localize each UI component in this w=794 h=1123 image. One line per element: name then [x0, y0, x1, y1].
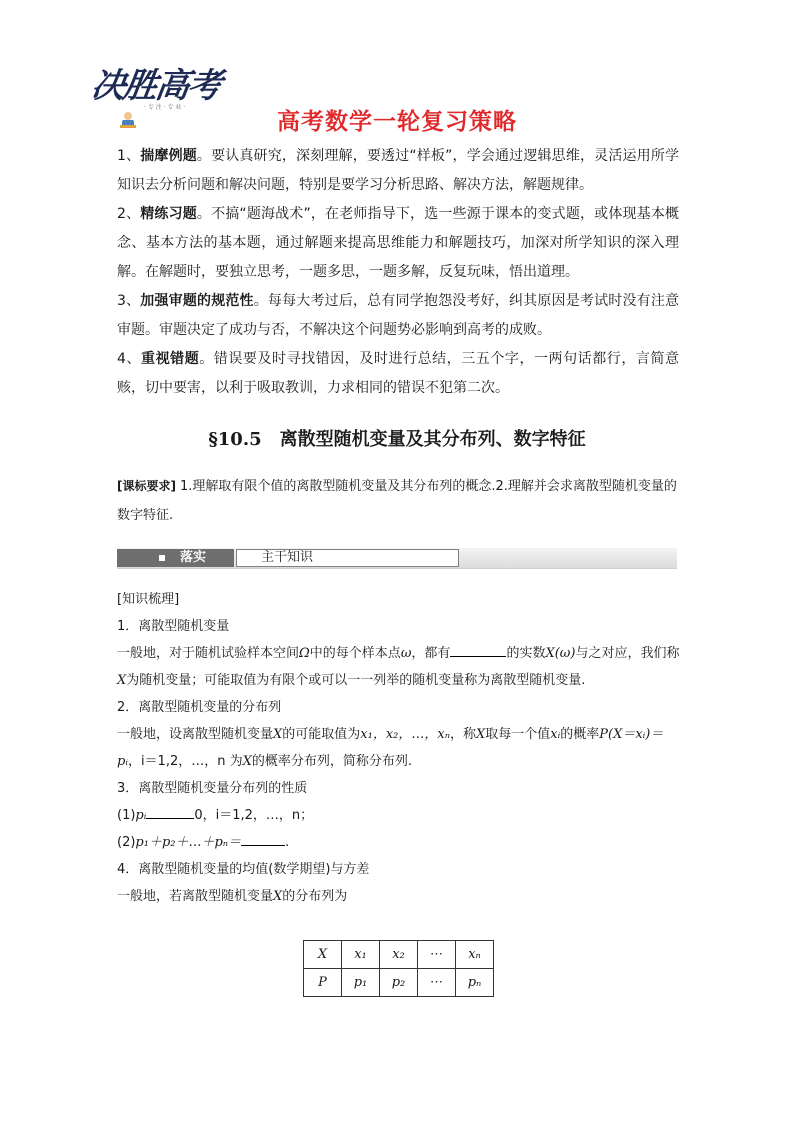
property-1	[117, 802, 681, 829]
section-heading: 离散型随机变量及其分布列、数字特征	[279, 429, 586, 450]
curriculum-requirements	[117, 472, 679, 530]
strategy-num: 1、	[117, 148, 141, 164]
math: X	[242, 754, 252, 769]
table-cell	[342, 969, 380, 997]
text: 的可能取值为	[282, 727, 361, 742]
section-banner	[117, 548, 677, 569]
fill-in-blank	[450, 640, 506, 657]
paragraph	[117, 883, 681, 910]
cell-text: P	[318, 975, 327, 990]
strategy-keyword: 重视错题	[141, 351, 200, 367]
banner-light-tab	[236, 549, 459, 567]
text: 为随机变量；可能取值为有限个或可以一一列举的随机变量称为离散型随机变量.	[126, 673, 586, 688]
text: (1)	[117, 808, 136, 823]
requirements-tag: [课标要求]	[117, 479, 176, 493]
logo-text: 决胜高考	[88, 66, 223, 106]
knowledge-heading: [知识梳理]	[117, 592, 180, 607]
strategy-num: 2、	[117, 206, 141, 222]
math: X	[273, 889, 283, 904]
table-cell	[456, 969, 494, 997]
table-row	[304, 941, 494, 969]
table-cell	[380, 941, 418, 969]
strategy-text: 。要认真研究，深刻理解，要透过“样板”，学会通过逻辑思维，灵活运用所学知识去分析问题和解决问题，特别是要学习分析思路、解决方法，解题规律。	[117, 148, 679, 193]
cell-text: x₂	[392, 947, 405, 962]
math: X	[273, 727, 283, 742]
subsection-title: 3．离散型随机变量分布列的性质	[117, 781, 308, 796]
table-cell	[456, 941, 494, 969]
text: 一般地，设离散型随机变量	[117, 727, 274, 742]
text: ，称	[449, 727, 476, 742]
text: ，都有	[411, 646, 451, 661]
subsection-title: 1．离散型随机变量	[117, 619, 230, 634]
document-title: 高考数学一轮复习策略	[277, 109, 517, 135]
math: X	[476, 727, 486, 742]
cell-text: ⋯	[430, 947, 443, 962]
text: 的实数	[506, 646, 546, 661]
strategy-keyword: 精练习题	[140, 206, 197, 222]
cell-text: xₙ	[468, 947, 481, 962]
knowledge-section	[117, 586, 681, 910]
table-cell	[380, 969, 418, 997]
strategy-item	[117, 287, 679, 345]
text: 的概率分布列，简称分布列.	[251, 754, 413, 769]
strategy-item	[117, 345, 679, 403]
strategy-num: 3、	[117, 293, 141, 309]
text: 中的每个样本点	[309, 646, 401, 661]
table-cell	[418, 969, 456, 997]
math: X(ω)	[545, 646, 576, 661]
strategy-num: 4、	[117, 351, 142, 367]
strategy-text: 。错误要及时寻找错因，及时进行总结，三五个字，一两句话都行，言简意赅，切中要害，以利于吸取教训，力求相同的错误不犯第二次。	[117, 351, 679, 396]
strategy-item	[117, 200, 679, 287]
text: 的分布列为	[282, 889, 348, 904]
subsection-title: 4．离散型随机变量的均值(数学期望)与方差	[117, 862, 370, 877]
section-title	[0, 425, 794, 451]
banner-light-label: 主干知识	[261, 550, 314, 565]
fill-in-blank	[146, 802, 194, 819]
strategy-keyword: 加强审题的规范性	[140, 293, 254, 309]
math: X	[117, 673, 127, 688]
table-row	[304, 969, 494, 997]
cell-text: ⋯	[430, 975, 443, 990]
cell-text: p₂	[391, 975, 406, 990]
cell-text: pₙ	[467, 975, 482, 990]
section-number: §10.5	[208, 429, 262, 450]
table-cell	[342, 941, 380, 969]
text: .	[285, 835, 290, 850]
text: 取每一个值	[485, 727, 551, 742]
text: 0，i＝1,2，…，n；	[194, 808, 314, 823]
text: 与之对应，我们称	[575, 646, 680, 661]
strategy-keyword: 揣摩例题	[140, 148, 197, 164]
fill-in-blank	[241, 829, 285, 846]
text: ，i＝1,2，…，n 为	[127, 754, 243, 769]
strategy-list	[117, 142, 679, 403]
math: pᵢ	[135, 808, 147, 823]
math: xᵢ	[550, 727, 561, 742]
distribution-table	[303, 940, 494, 997]
banner-dark-tab	[117, 549, 234, 567]
square-bullet-icon	[159, 555, 165, 561]
cell-text: p₁	[353, 975, 368, 990]
strategy-text: 。不搞“题海战术”，在老师指导下，选一些源于课本的变式题，或体现基本概念、基本方法的基本题，通过解题来提高思维能力和解题技巧，加深对所学知识的深入理解。在解题时，要独立思考，一题多思，一题多解，反复玩味，悟出道理。	[117, 206, 679, 280]
paragraph	[117, 721, 681, 775]
table-cell	[418, 941, 456, 969]
subsection-title: 2．离散型随机变量的分布列	[117, 700, 282, 715]
cell-text: X	[317, 947, 328, 962]
math: p₁＋p₂＋…＋pₙ＝	[135, 835, 242, 850]
cell-text: x₁	[354, 947, 367, 962]
text: 的概率	[560, 727, 600, 742]
property-2	[117, 829, 681, 856]
math: ω	[400, 646, 412, 661]
table-cell	[304, 941, 342, 969]
table-cell	[304, 969, 342, 997]
math: x₁，x₂，…，xₙ	[360, 727, 450, 742]
text: (2)	[117, 835, 136, 850]
text: 一般地，对于随机试验样本空间	[117, 646, 300, 661]
strategy-text: 。每每大考过后，总有同学抱怨没考好，纠其原因是考试时没有注意审题。审题决定了成功与否，不解决这个问题势必影响到高考的成败。	[117, 293, 679, 338]
math: Ω	[299, 646, 310, 661]
banner-dark-label: 落实	[180, 550, 207, 565]
logo-subtext: · 专 注 · 专 业 ·	[144, 104, 186, 111]
paragraph	[117, 640, 681, 694]
math: P(X＝xᵢ)＝pᵢ	[117, 727, 664, 769]
text: 一般地，若离散型随机变量	[117, 889, 274, 904]
requirements-text: 1.理解取有限个值的离散型随机变量及其分布列的概念.2.理解并会求离散型随机变量的数字特征.	[117, 479, 677, 523]
strategy-item	[117, 142, 679, 200]
